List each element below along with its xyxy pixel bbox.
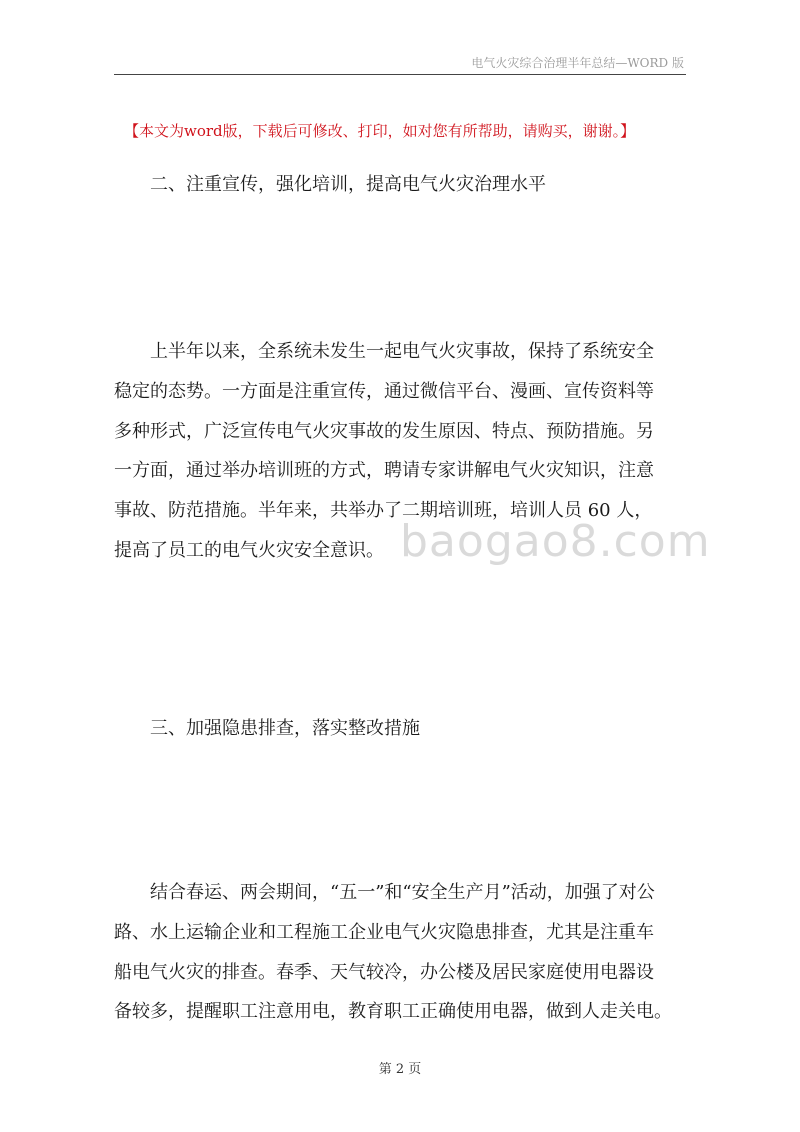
page-number: 第 2 页	[378, 1062, 422, 1077]
section-3-paragraph	[114, 873, 689, 1032]
paragraph-line: 船电气火灾的排查。春季、天气较冷，办公楼及居民家庭使用电器设	[114, 961, 654, 983]
paragraph-line: 多种形式，广泛宣传电气火灾事故的发生原因、特点、预防措施。另	[114, 420, 654, 442]
download-notice: 【本文为word版，下载后可修改、打印，如对您有所帮助，请购买，谢谢。】	[124, 122, 636, 140]
document-header-title: 电气火灾综合治理半年总结—WORD 版	[471, 56, 684, 70]
paragraph-line: 一方面，通过举办培训班的方式，聘请专家讲解电气火灾知识，注意	[114, 460, 654, 482]
section-heading-2: 二、注重宣传，强化培训，提高电气火灾治理水平	[150, 174, 546, 195]
section-2-paragraph	[114, 332, 689, 571]
paragraph-line: 路、水上运输企业和工程施工企业电气火灾隐患排查，尤其是注重车	[114, 921, 654, 943]
paragraph-line: 提高了员工的电气火灾安全意识。	[114, 539, 384, 561]
paragraph-line: 备较多，提醒职工注意用电，教育职工正确使用电器，做到人走关电。	[114, 1001, 672, 1023]
section-heading-3: 三、加强隐患排查，落实整改措施	[150, 718, 420, 739]
paragraph-line: 结合春运、两会期间，“五一”和“安全生产月”活动，加强了对公	[150, 882, 655, 903]
paragraph-line: 上半年以来，全系统未发生一起电气火灾事故，保持了系统安全	[150, 341, 654, 362]
paragraph-line: 事故、防范措施。半年来，共举办了二期培训班，培训人员 60 人，	[114, 500, 653, 522]
paragraph-line: 稳定的态势。一方面是注重宣传，通过微信平台、漫画、宣传资料等	[114, 380, 654, 402]
watermark: baogao8.com	[400, 516, 711, 567]
header-divider	[114, 74, 686, 75]
